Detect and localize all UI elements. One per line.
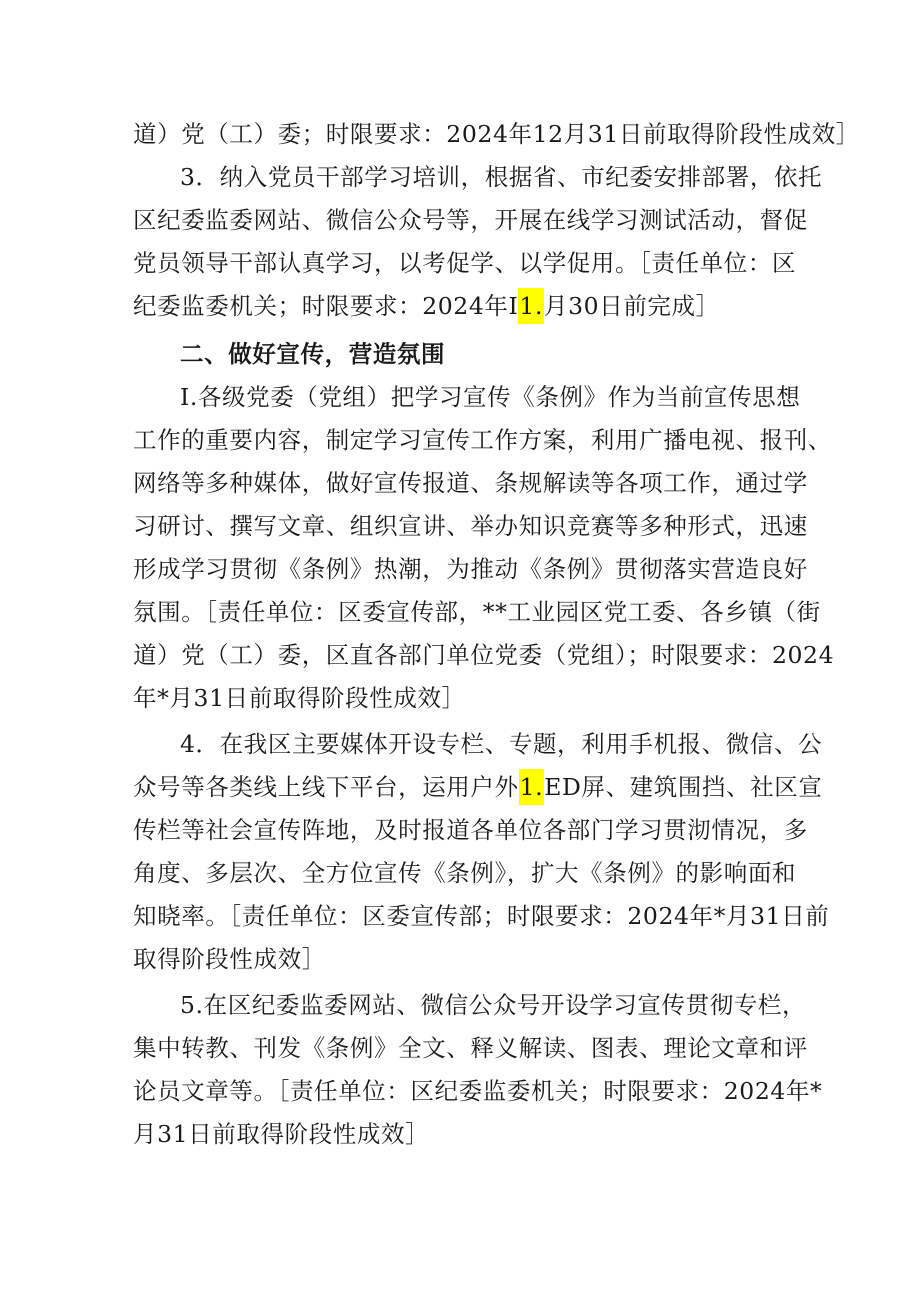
text-line-10: 习研讨、撰写文章、组织宣讲、举办知识竞赛等多种形式，迅速 [133, 512, 808, 540]
text-line-20: 取得阶段性成效］ [133, 945, 326, 973]
text-segment: 众号等各类线上线下平台，运用户外 [133, 773, 519, 801]
text-line-1: 道）党（工）委；时限要求：2024年12月31日前取得阶段性成效］ [133, 120, 860, 148]
text-segment: ED屏、建筑围挡、社区宣 [544, 773, 823, 801]
text-line-3: 区纪委监委网站、微信公众号等，开展在线学习测试活动，督促 [133, 206, 808, 234]
text-line-17: 传栏等社会宣传阵地，及时报道各单位各部门学习贯沏情况，多 [133, 816, 808, 844]
text-line-13: 道）党（工）委，区直各部门单位党委（党组）；时限要求：2024 [133, 641, 835, 669]
text-line-21: 5.在区纪委监委网站、微信公众号开设学习宣传贯彻专栏， [180, 991, 807, 1019]
text-line-22: 集中转教、刊发《条例》全文、释义解读、图表、理论文章和评 [133, 1034, 808, 1062]
text-line-23: 论员文章等。［责任单位：区纪委监委机关；时限要求：2024年* [133, 1077, 823, 1105]
text-line-5 [133, 290, 793, 322]
highlighted-text: 1. [519, 769, 545, 805]
text-segment: 纪委监委机关；时限要求：2024年I [133, 292, 519, 320]
text-line-7: I.各级党委（党组）把学习宣传《条例》作为当前宣传思想 [180, 383, 801, 411]
text-line-2: 3．纳入党员干部学习培训，根据省、市纪委安排部署，依托 [180, 163, 823, 191]
text-line-18: 角度、多层次、全方位宣传《条例》，扩大《条例》的影响面和 [133, 859, 797, 887]
text-line-4: 党员领导干部认真学习，以考促学、以学促用。［责任单位：区 [133, 249, 797, 277]
text-line-19: 知晓率。［责任单位：区委宣传部；时限要求：2024年*月31日前 [133, 902, 830, 930]
text-line-24: 月31日前取得阶段性成效］ [133, 1120, 430, 1148]
text-line-15: 4．在我区主要媒体开设专栏、专题，利用手机报、微信、公 [180, 730, 823, 758]
text-segment: 月30日前完成］ [544, 292, 720, 320]
text-line-14: 年*月31日前取得阶段性成效］ [133, 684, 466, 712]
section-heading: 二、做好宣传，营造氛围 [180, 340, 446, 368]
highlighted-text: 1. [518, 288, 544, 324]
text-line-11: 形成学习贯彻《条例》热潮，为推动《条例》贯彻落实营造良好 [133, 555, 808, 583]
text-line-9: 网络等多种媒体，做好宣传报道、条规解读等各项工作，通过学 [133, 469, 808, 497]
text-line-8: 工作的重要内容，制定学习宣传工作方案，利用广播电视、报刊、 [133, 426, 832, 454]
text-line-12: 氛围。［责任单位：区委宣传部，**工业园区党工委、各乡镇（街 [133, 598, 821, 626]
text-line-16 [133, 771, 823, 803]
